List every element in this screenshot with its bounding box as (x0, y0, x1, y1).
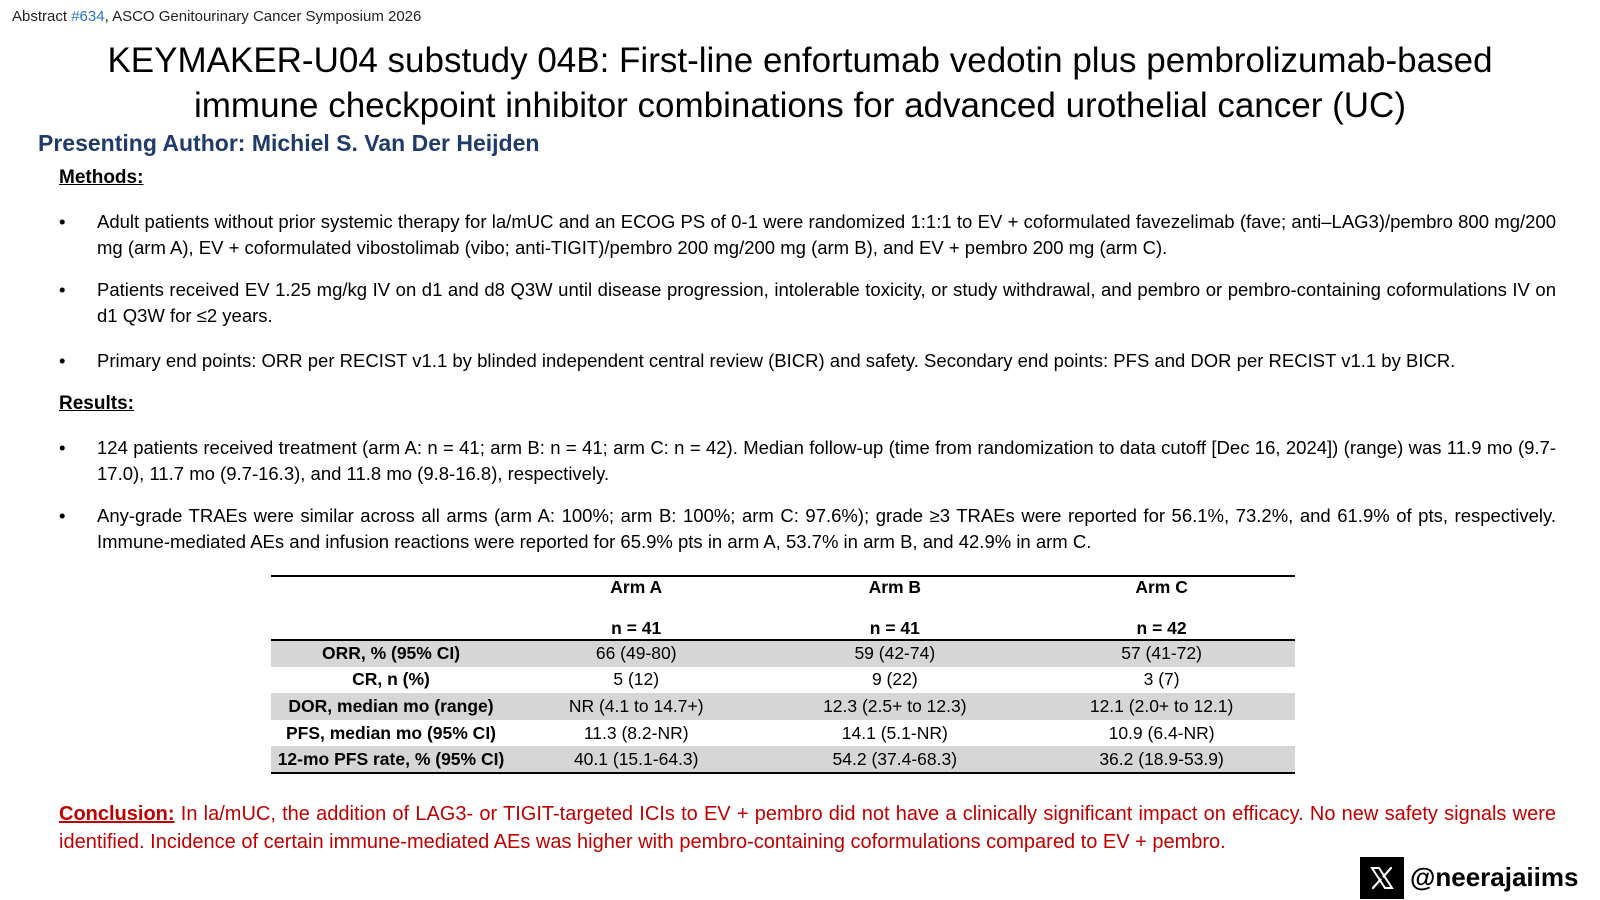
table-row (271, 667, 1295, 694)
results-table (271, 575, 1295, 774)
conclusion-label: Conclusion: (59, 803, 175, 825)
conclusion-block (59, 800, 1556, 856)
title-line-2: immune checkpoint inhibitor combinations for advanced urothelial cancer (UC) (194, 86, 1406, 125)
arm-a-n: n = 41 (511, 609, 761, 640)
presenting-author: Presenting Author: Michiel S. Van Der Heijden (38, 130, 540, 156)
row-label: CR, n (%) (352, 669, 430, 690)
title-line-1: KEYMAKER-U04 substudy 04B: First-line enfortumab vedotin plus pembrolizumab-based (107, 41, 1493, 80)
arm-b-header: Arm B (868, 577, 922, 597)
abstract-prefix: Abstract (12, 8, 72, 25)
bullet-icon: • (59, 505, 66, 526)
table-cell: 59 (42-74) (854, 643, 936, 664)
row-label: ORR, % (95% CI) (321, 643, 461, 664)
methods-bullet-text: Primary end points: ORR per RECIST v1.1 by blinded independent central review (BICR) and safety. Secondary end points: PFS and DOR per RECIST v1.1 by BICR. (97, 350, 1456, 371)
methods-bullet (59, 209, 1556, 261)
table-row (271, 720, 1295, 747)
row-label: DOR, median mo (range) (288, 695, 494, 716)
table-cell: 5 (12) (613, 669, 660, 690)
abstract-conference: , ASCO Genitourinary Cancer Symposium 2026 (104, 8, 422, 25)
methods-heading: Methods: (59, 167, 144, 188)
arm-c-header: Arm C (1135, 577, 1188, 597)
table-row (271, 640, 1295, 667)
table-cell: 10.9 (6.4-NR) (1108, 722, 1215, 743)
table-cell: NR (4.1 to 14.7+) (568, 695, 704, 716)
results-bullet-text: Any-grade TRAEs were similar across all arms (arm A: 100%; arm B: 100%; arm C: 97.6%); grade ≥3 TRAEs were reported for 56.1%, 73.2%, and 61.9% of pts, respectively. Immune-mediated AEs and infusion reactions were reported for 65.9% pts in arm A, 53.7% in arm B, and 42.9% in arm C. (97, 505, 1556, 552)
table-n-header-row (271, 609, 1295, 640)
methods-bullet-text: Patients received EV 1.25 mg/kg IV on d1 and d8 Q3W until disease progression, intolerable toxicity, or study withdrawal, and pembro or pembro-containing coformulations IV on d1 Q3W for ≤2 years. (97, 279, 1556, 326)
table-cell: 3 (7) (1143, 669, 1180, 690)
social-handle[interactable]: @neerajaiims (1410, 862, 1579, 892)
x-logo-icon[interactable] (1360, 857, 1404, 899)
table-corner-cell (271, 576, 511, 609)
methods-bullet-text: Adult patients without prior systemic therapy for la/mUC and an ECOG PS of 0-1 were randomized 1:1:1 to EV + coformulated favezelimab (fave; anti–LAG3)/pembro 800 mg/200 mg (arm A), EV + coformulated vibostolimab (vibo; anti-TIGIT)/pembro 200 mg/200 mg (arm B), and EV + pembro 200 mg (arm C). (97, 211, 1556, 258)
bullet-icon: • (59, 279, 66, 300)
results-bullet-text: 124 patients received treatment (arm A: n = 41; arm B: n = 41; arm C: n = 42). Median follow-up (time from randomization to data cutoff [Dec 16, 2024]) (range) was 11.9 mo (9.7-17.0), 11.7 mo (9.7-16.3), and 11.8 mo (9.8-16.8), respectively. (97, 437, 1556, 484)
bullet-icon: • (59, 350, 66, 371)
methods-bullet (59, 277, 1556, 329)
table-cell: 36.2 (18.9-53.9) (1099, 748, 1224, 769)
row-label: 12-mo PFS rate, % (95% CI) (277, 748, 505, 769)
slide-title (40, 38, 1560, 128)
arm-b-n: n = 41 (761, 609, 1028, 640)
table-cell: 66 (49-80) (595, 643, 677, 664)
row-label: PFS, median mo (95% CI) (285, 722, 497, 743)
abstract-number-link[interactable]: #634 (71, 8, 105, 25)
results-bullet (59, 503, 1556, 555)
table-cell: 57 (41-72) (1121, 643, 1202, 664)
table-cell: 12.1 (2.0+ to 12.1) (1089, 695, 1234, 716)
table-row (271, 693, 1295, 720)
table-corner-cell (271, 609, 511, 640)
table-row (271, 746, 1295, 773)
results-bullet (59, 435, 1556, 487)
bullet-icon: • (59, 211, 66, 232)
table-cell: 14.1 (5.1-NR) (841, 722, 948, 743)
bullet-icon: • (59, 437, 66, 458)
table-cell: 9 (22) (871, 669, 918, 690)
table-cell: 11.3 (8.2-NR) (583, 722, 689, 743)
table-cell: 40.1 (15.1-64.3) (573, 748, 699, 769)
arm-a-header: Arm A (610, 577, 663, 597)
conclusion-text: In la/mUC, the addition of LAG3- or TIGIT-targeted ICIs to EV + pembro did not have a clinically significant impact on efficacy. No new safety signals were identified. Incidence of certain immune-mediated AEs was higher with pembro-containing coformulations compared to EV + pembro. (59, 803, 1556, 853)
table-cell: 54.2 (37.4-68.3) (832, 748, 958, 769)
results-heading: Results: (59, 393, 134, 414)
methods-bullet (59, 348, 1556, 374)
table-cell: 12.3 (2.5+ to 12.3) (823, 695, 967, 716)
abstract-reference (12, 8, 421, 25)
table-arm-header-row (271, 576, 1295, 609)
arm-c-n: n = 42 (1028, 609, 1295, 640)
